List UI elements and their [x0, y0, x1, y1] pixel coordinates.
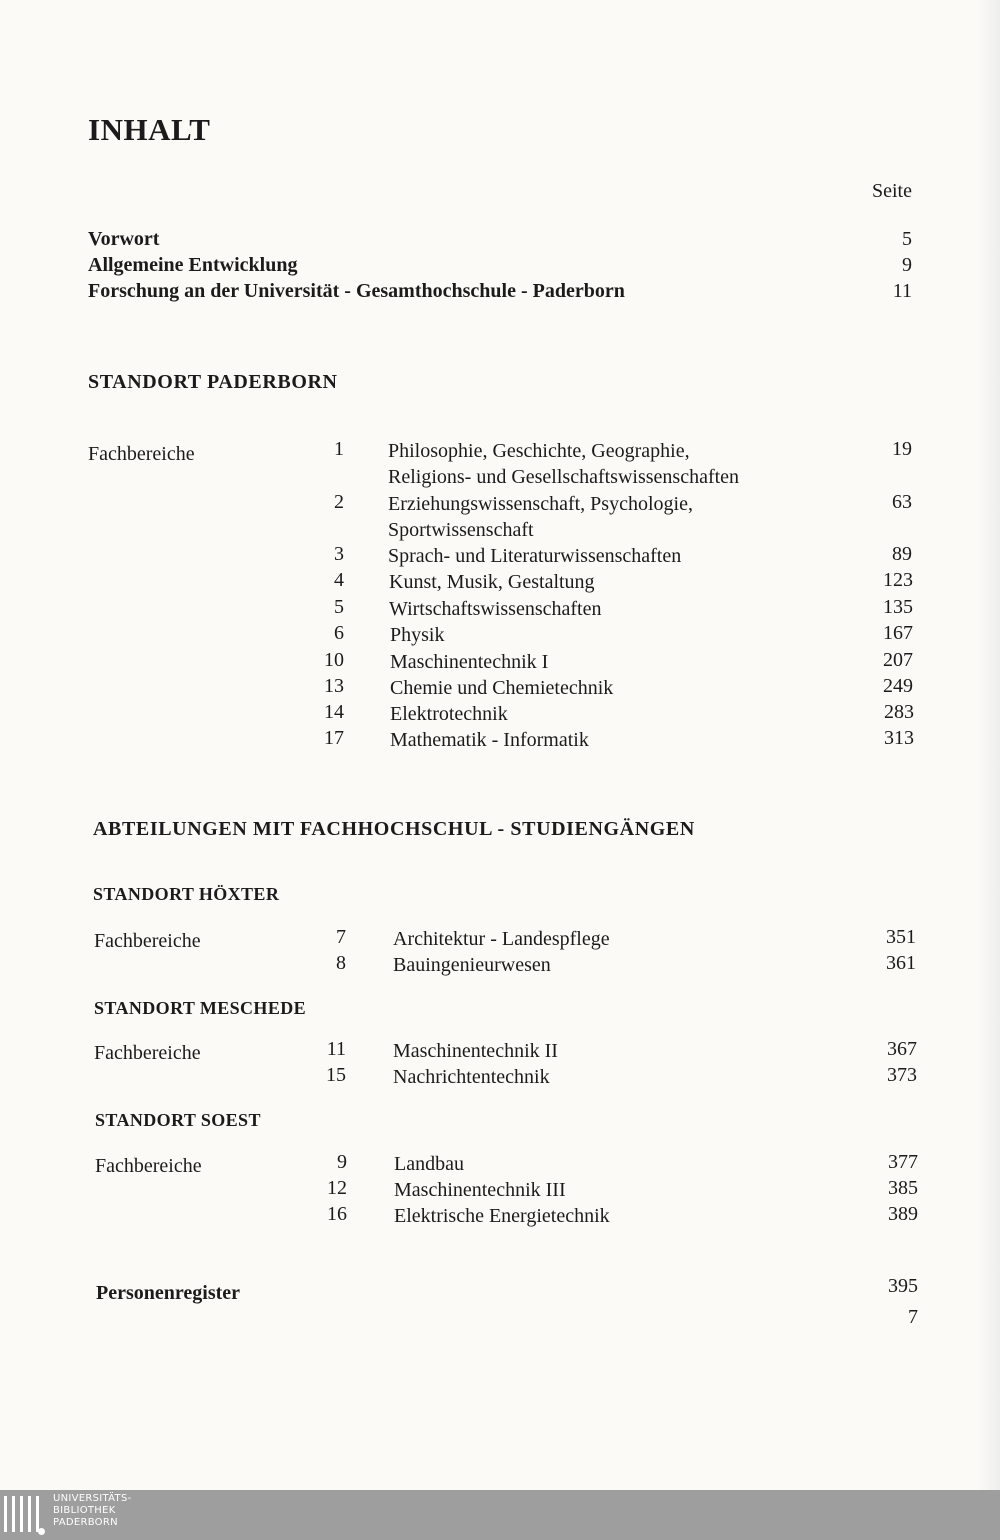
- library-footer-bar: [0, 1490, 1000, 1540]
- entry-title: Landbau: [394, 1153, 464, 1175]
- fachbereiche-label: Fachbereiche: [94, 1042, 201, 1064]
- entry-title: Chemie und Chemietechnik: [390, 677, 614, 699]
- entry-page: 249: [883, 675, 913, 697]
- toc-entry-fb10[interactable]: [300, 649, 912, 675]
- toc-entry-fb2[interactable]: [300, 491, 912, 543]
- entry-title: Mathematik - Informatik: [390, 729, 589, 751]
- fachbereiche-label: Fachbereiche: [94, 930, 201, 952]
- toc-entry-fb11[interactable]: [306, 1038, 918, 1064]
- entry-page: 389: [888, 1203, 918, 1225]
- toc-entry-fb14[interactable]: [300, 701, 912, 727]
- entry-title-line: Sportwissenschaft: [388, 519, 534, 541]
- toc-entry-label: Vorwort: [88, 228, 160, 250]
- toc-entry-fb13[interactable]: [300, 675, 912, 701]
- fachbereiche-label: Fachbereiche: [95, 1155, 202, 1177]
- entry-title: Bauingenieurwesen: [393, 954, 551, 976]
- logo-line: UNIVERSITÄTS-: [53, 1493, 132, 1504]
- page-number: 7: [908, 1306, 918, 1328]
- toc-entry-fb6[interactable]: [300, 622, 912, 648]
- entry-title: Elektrische Energietechnik: [394, 1205, 610, 1227]
- entry-number: 8: [336, 952, 346, 974]
- entry-number: 11: [326, 1038, 346, 1060]
- entry-number: 15: [326, 1064, 346, 1086]
- entry-page: 135: [883, 596, 913, 618]
- sub-heading-hoexter: STANDORT HÖXTER: [93, 884, 280, 904]
- entry-title: Nachrichtentechnik: [393, 1066, 550, 1088]
- entry-title: Wirtschaftswissenschaften: [389, 598, 602, 620]
- toc-entry-allgemeine-entwicklung[interactable]: [88, 254, 912, 280]
- entry-number: 6: [334, 622, 344, 644]
- entry-page: 367: [887, 1038, 917, 1060]
- entry-title: Maschinentechnik II: [393, 1040, 558, 1062]
- toc-entry-fb3[interactable]: [300, 543, 912, 569]
- section-heading-abteilungen: ABTEILUNGEN MIT FACHHOCHSCHUL - STUDIENGÄNGEN: [93, 818, 695, 840]
- entry-page: 89: [892, 543, 912, 565]
- section-heading-paderborn: STANDORT PADERBORN: [88, 371, 338, 393]
- entry-page: 123: [883, 569, 913, 591]
- entry-page: 385: [888, 1177, 918, 1199]
- sub-heading-soest: STANDORT SOEST: [95, 1110, 261, 1130]
- page-title: INHALT: [88, 112, 211, 147]
- entry-title-line: Religions- und Gesellschaftswissenschaften: [388, 466, 740, 488]
- entry-page: 63: [892, 491, 912, 513]
- entry-page: 313: [884, 727, 914, 749]
- entry-title: Maschinentechnik I: [390, 651, 549, 673]
- entry-number: 3: [334, 543, 344, 565]
- toc-entry-fb8[interactable]: [306, 952, 918, 978]
- toc-entry-label: Forschung an der Universität - Gesamthochschule - Paderborn: [88, 280, 625, 302]
- toc-entry-page: 9: [902, 254, 912, 276]
- library-logo-text: [53, 1493, 132, 1529]
- toc-entry-fb4[interactable]: [300, 569, 912, 595]
- entry-title: Elektrotechnik: [390, 703, 508, 725]
- sub-heading-meschede: STANDORT MESCHEDE: [94, 998, 307, 1018]
- toc-entry-forschung[interactable]: [88, 280, 912, 306]
- seite-column-label: Seite: [872, 180, 912, 202]
- entry-number: 4: [334, 569, 344, 591]
- entry-number: 9: [337, 1151, 347, 1173]
- entry-page: 283: [884, 701, 914, 723]
- entry-number: 10: [324, 649, 344, 671]
- page-edge-shadow: [978, 0, 1000, 1490]
- entry-title: Physik: [390, 624, 445, 646]
- toc-entry-page: 5: [902, 228, 912, 250]
- toc-entry-page: 11: [892, 280, 912, 302]
- entry-number: 16: [327, 1203, 347, 1225]
- entry-page: 361: [886, 952, 916, 974]
- entry-title-line: Philosophie, Geschichte, Geographie,: [388, 440, 690, 462]
- entry-number: 14: [324, 701, 344, 723]
- entry-number: 7: [336, 926, 346, 948]
- entry-number: 17: [324, 727, 344, 749]
- toc-entry-personenregister-label[interactable]: Personenregister: [96, 1282, 241, 1304]
- toc-entry-fb7[interactable]: [306, 926, 918, 952]
- entry-title: Architektur - Landespflege: [393, 928, 610, 950]
- entry-number: 13: [324, 675, 344, 697]
- fachbereiche-label: Fachbereiche: [88, 443, 195, 465]
- entry-title-line: Erziehungswissenschaft, Psychologie,: [388, 493, 693, 515]
- toc-entry-fb17[interactable]: [300, 727, 912, 753]
- toc-entry-fb15[interactable]: [306, 1064, 918, 1090]
- library-logo-icon: [4, 1496, 39, 1534]
- toc-entry-fb5[interactable]: [300, 596, 912, 622]
- toc-entry-fb12[interactable]: [307, 1177, 919, 1203]
- entry-page: 373: [887, 1064, 917, 1086]
- toc-entry-vorwort[interactable]: [88, 228, 912, 254]
- toc-entry-label: Allgemeine Entwicklung: [88, 254, 298, 276]
- toc-entry-fb9[interactable]: [307, 1151, 919, 1177]
- entry-number: 2: [334, 491, 344, 513]
- entry-page: 351: [886, 926, 916, 948]
- toc-entry-fb16[interactable]: [307, 1203, 919, 1229]
- entry-title: Maschinentechnik III: [394, 1179, 566, 1201]
- entry-title: Sprach- und Literaturwissenschaften: [388, 545, 682, 567]
- entry-number: 12: [327, 1177, 347, 1199]
- entry-page: 377: [888, 1151, 918, 1173]
- entry-number: 5: [334, 596, 344, 618]
- toc-entry-fb1[interactable]: [300, 438, 912, 490]
- logo-line: PADERBORN: [53, 1517, 118, 1528]
- entry-title: Kunst, Musik, Gestaltung: [389, 571, 595, 593]
- logo-dot-icon: [38, 1528, 45, 1535]
- entry-number: 1: [334, 438, 344, 460]
- entry-page: 167: [883, 622, 913, 644]
- entry-page: 19: [892, 438, 912, 460]
- toc-entry-personenregister-page: 395: [888, 1275, 918, 1297]
- entry-page: 207: [883, 649, 913, 671]
- logo-line: BIBLIOTHEK: [53, 1505, 116, 1516]
